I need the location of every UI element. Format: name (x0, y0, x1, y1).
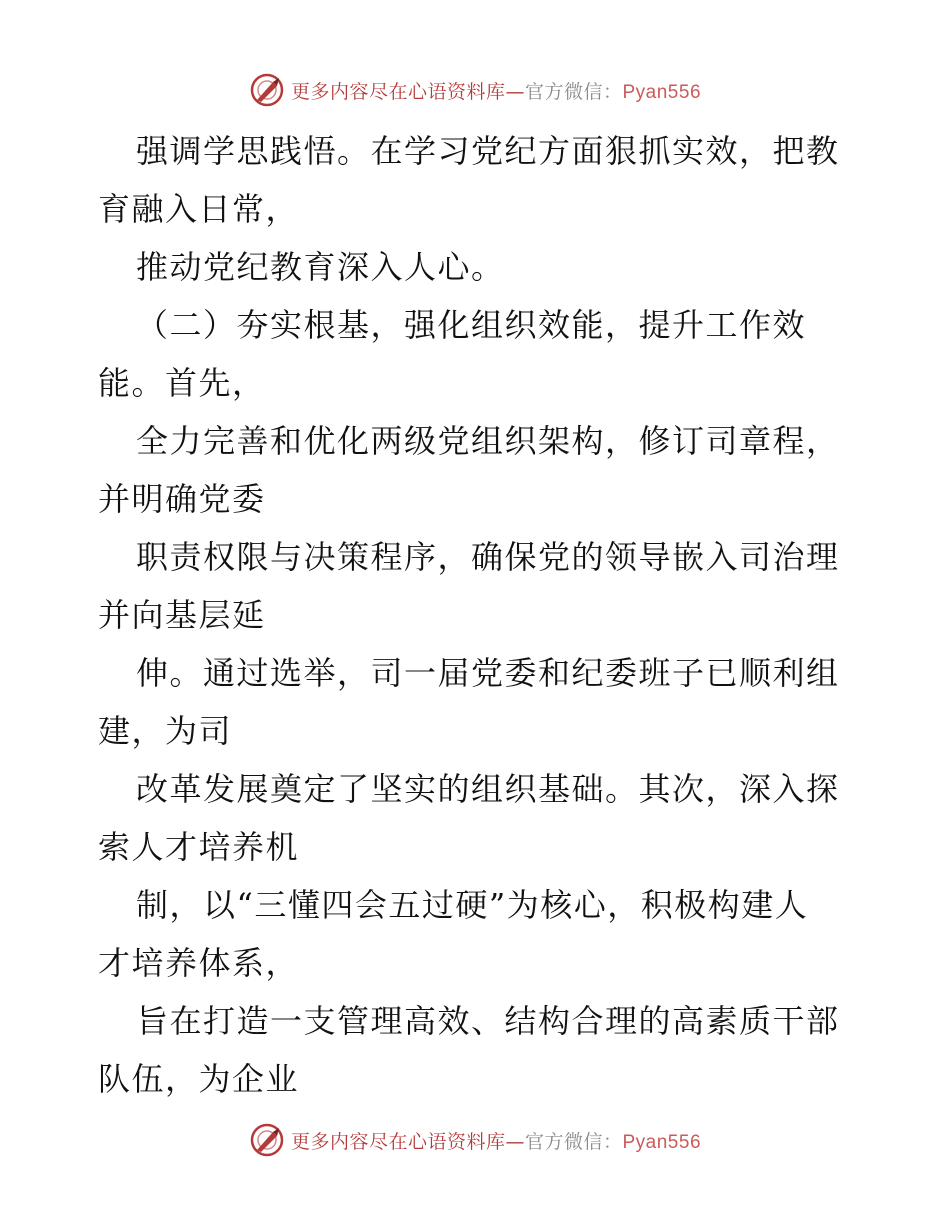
footer-wechat-handle: Pyan556 (622, 1131, 702, 1153)
text-line: 制，以“三懂四会五过硬”为核心，积极构建人 (136, 886, 809, 924)
text-line: 改革发展奠定了坚实的组织基础。其次，深入探 (136, 770, 840, 808)
footer-banner (0, 1120, 950, 1160)
pen-nib-logo-icon (249, 1122, 285, 1158)
text-line: 队伍，为企业 (98, 1060, 300, 1098)
header-brand: 更多内容尽在心语资料库 (290, 80, 506, 103)
text-line: 伸。通过选举，司一届党委和纪委班子已顺利组 (136, 654, 840, 692)
text-line: 并向基层延 (98, 596, 266, 634)
text-line: 能。首先， (98, 364, 266, 402)
text-line: 才培养体系， (98, 944, 300, 982)
header-wechat-label: 官方微信： (524, 80, 623, 103)
text-line: 推动党纪教育深入人心。 (136, 248, 505, 286)
footer-brand: 更多内容尽在心语资料库 (290, 1130, 506, 1153)
text-line: 建，为司 (98, 712, 233, 750)
text-line: 全力完善和优化两级党组织架构，修订司章程， (136, 422, 840, 460)
text-line: 旨在打造一支管理高效、结构合理的高素质干部 (136, 1002, 840, 1040)
header-banner-text (291, 77, 701, 104)
document-body (98, 122, 858, 1108)
footer-wechat-label: 官方微信： (524, 1130, 623, 1153)
text-line: 育融入日常， (98, 190, 300, 228)
footer-banner-text (291, 1127, 701, 1154)
text-line: （二）夯实根基，强化组织效能，提升工作效 (136, 306, 807, 344)
text-line: 强调学思践悟。在学习党纪方面狠抓实效，把教 (136, 132, 840, 170)
text-line: 职责权限与决策程序，确保党的领导嵌入司治理 (136, 538, 840, 576)
pen-nib-logo-icon (249, 72, 285, 108)
header-dash: — (505, 80, 525, 103)
header-banner (0, 70, 950, 110)
text-line: 并明确党委 (98, 480, 266, 518)
footer-dash: — (505, 1130, 525, 1153)
text-line: 索人才培养机 (98, 828, 300, 866)
header-wechat-handle: Pyan556 (622, 81, 702, 103)
